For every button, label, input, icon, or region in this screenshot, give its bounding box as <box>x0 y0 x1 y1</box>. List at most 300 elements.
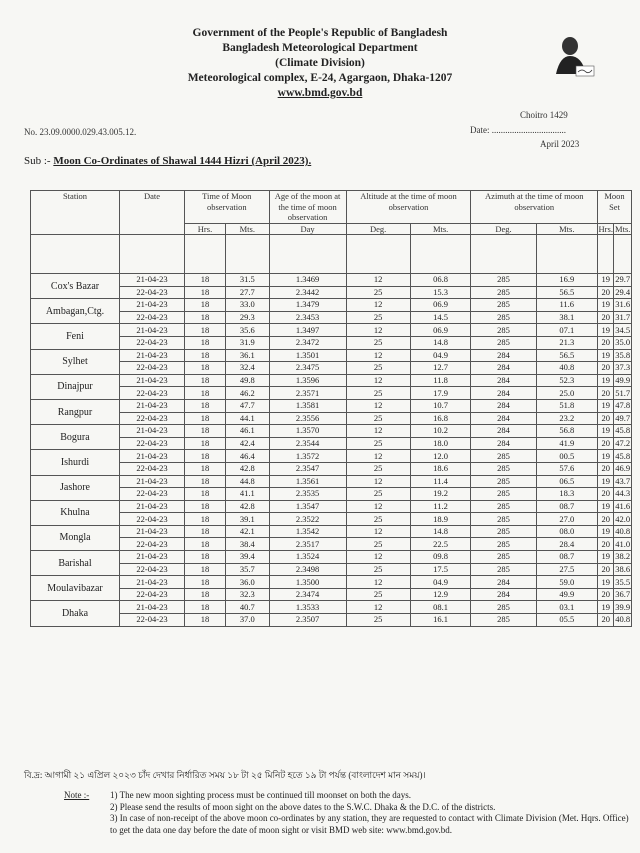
table-cell: 25 <box>346 336 410 349</box>
table-cell: 42.8 <box>226 500 270 513</box>
table-cell: 284 <box>471 374 536 387</box>
table-cell: 19 <box>598 274 614 287</box>
table-cell: 31.7 <box>615 312 631 323</box>
table-cell: 22-04-23 <box>120 437 185 450</box>
subject-prefix: Sub :- <box>24 155 51 167</box>
table-cell: 1.3501 <box>269 349 346 362</box>
table-cell: 1.3572 <box>269 450 346 463</box>
table-cell: 21-04-23 <box>120 299 185 312</box>
table-cell: 19 <box>598 324 614 337</box>
table-cell: 18 <box>185 437 226 450</box>
station-name: Feni <box>31 324 120 349</box>
station-name: Mongla <box>31 525 120 550</box>
table-cell: 12 <box>346 299 410 312</box>
table-cell: 25 <box>346 311 410 324</box>
table-cell: 03.1 <box>536 601 598 614</box>
table-row <box>31 425 632 438</box>
table-cell: 35.7 <box>226 563 270 576</box>
table-cell: 17.5 <box>410 563 471 576</box>
table-cell: 21-04-23 <box>120 525 185 538</box>
reference-number: No. 23.09.0000.029.43.005.12. <box>24 127 137 137</box>
table-cell: 285 <box>471 299 536 312</box>
table-cell: 04.9 <box>410 576 471 589</box>
table-row <box>31 576 632 589</box>
table-row <box>31 274 632 287</box>
table-cell: 284 <box>471 387 536 400</box>
table-row <box>31 387 632 400</box>
table-cell: 06.9 <box>410 324 471 337</box>
table-cell: 16.8 <box>410 412 471 425</box>
table-cell: 41.0 <box>615 538 631 549</box>
table-cell: 22-04-23 <box>120 286 185 299</box>
table-cell: 49.9 <box>615 375 631 386</box>
table-cell: 18 <box>185 324 226 337</box>
station-name: Jashore <box>31 475 120 500</box>
table-cell: 27.5 <box>536 563 598 576</box>
subject-line <box>24 155 311 167</box>
table-cell: 19.2 <box>410 488 471 501</box>
table-cell: 51.8 <box>536 399 598 412</box>
table-cell: 18 <box>185 311 226 324</box>
sub-deg: Deg. <box>346 223 410 235</box>
table-cell: 00.5 <box>536 450 598 463</box>
table-cell: 35.8 <box>615 349 631 360</box>
table-row <box>31 362 632 375</box>
table-cell: 42.4 <box>226 437 270 450</box>
table-cell: 18 <box>185 274 226 287</box>
table-cell: 1.3581 <box>269 399 346 412</box>
table-cell: 06.5 <box>536 475 598 488</box>
table-cell: 285 <box>471 286 536 299</box>
table-cell: 285 <box>471 525 536 538</box>
sub-mts: Mts. <box>536 223 598 235</box>
table-row <box>31 614 632 627</box>
table-cell: 56.5 <box>536 349 598 362</box>
table-cell: 18 <box>185 500 226 513</box>
table-cell: 25 <box>346 437 410 450</box>
table-cell: 285 <box>471 336 536 349</box>
table-cell: 285 <box>471 311 536 324</box>
table-cell: 19 <box>598 425 614 438</box>
table-cell: 42.1 <box>226 525 270 538</box>
table-cell: 27.7 <box>226 286 270 299</box>
station-name: Moulavibazar <box>31 576 120 601</box>
col-station: Station <box>31 191 120 235</box>
table-cell: 19 <box>598 374 614 387</box>
table-cell: 18 <box>185 576 226 589</box>
table-row <box>31 475 632 488</box>
table-cell: 285 <box>471 601 536 614</box>
table-cell: 19 <box>598 500 614 513</box>
col-azimuth: Azimuth at the time of moon observation <box>471 191 598 224</box>
table-cell: 11.4 <box>410 475 471 488</box>
table-cell: 35.5 <box>615 576 631 587</box>
date-label: Date: ................................. <box>470 125 566 135</box>
table-cell: 1.3596 <box>269 374 346 387</box>
table-cell: 14.8 <box>410 525 471 538</box>
table-cell: 18 <box>185 450 226 463</box>
table-cell: 21-04-23 <box>120 500 185 513</box>
table-cell: 22-04-23 <box>120 311 185 324</box>
table-row <box>31 538 632 551</box>
table-cell: 21-04-23 <box>120 349 185 362</box>
table-cell: 18 <box>185 399 226 412</box>
table-cell: 1.3542 <box>269 525 346 538</box>
table-cell: 18.6 <box>410 462 471 475</box>
table-cell: 44.8 <box>226 475 270 488</box>
table-cell: 2.3475 <box>269 362 346 375</box>
table-cell: 285 <box>471 513 536 526</box>
table-cell: 18.0 <box>410 437 471 450</box>
table-cell: 1.3547 <box>269 500 346 513</box>
table-cell: 38.6 <box>615 563 631 574</box>
table-cell: 59.0 <box>536 576 598 589</box>
table-cell: 22-04-23 <box>120 362 185 375</box>
table-cell: 285 <box>471 538 536 551</box>
table-cell: 285 <box>471 475 536 488</box>
table-cell: 25.0 <box>536 387 598 400</box>
table-cell: 06.8 <box>410 274 471 287</box>
table-cell: 2.3544 <box>269 437 346 450</box>
station-name: Cox's Bazar <box>31 274 120 299</box>
table-cell: 285 <box>471 614 536 627</box>
table-cell: 12.0 <box>410 450 471 463</box>
table-cell: 18 <box>185 387 226 400</box>
table-cell: 2.3507 <box>269 614 346 627</box>
table-cell: 12.7 <box>410 362 471 375</box>
table-cell: 36.1 <box>226 349 270 362</box>
note-label: Note :- <box>64 790 90 800</box>
table-cell: 22-04-23 <box>120 588 185 601</box>
table-cell: 45.8 <box>615 450 631 461</box>
table-cell: 22-04-23 <box>120 462 185 475</box>
table-cell: 19 <box>598 299 614 312</box>
table-cell: 284 <box>471 576 536 589</box>
table-cell: 12 <box>346 551 410 564</box>
table-cell: 39.4 <box>226 551 270 564</box>
table-cell: 20 <box>598 387 614 400</box>
table-cell: 20 <box>598 538 614 551</box>
table-cell: 22-04-23 <box>120 336 185 349</box>
table-cell: 29.4 <box>615 286 631 297</box>
table-cell: 22-04-23 <box>120 538 185 551</box>
table-cell: 36.7 <box>615 589 631 600</box>
table-cell: 18 <box>185 425 226 438</box>
table-cell: 19 <box>598 450 614 463</box>
table-cell: 22-04-23 <box>120 488 185 501</box>
table-cell: 07.1 <box>536 324 598 337</box>
table-row <box>31 399 632 412</box>
table-cell: 284 <box>471 399 536 412</box>
table-cell: 23.2 <box>536 412 598 425</box>
moon-coordinates-table <box>30 190 632 627</box>
table-cell: 12 <box>346 349 410 362</box>
table-cell: 47.2 <box>615 438 631 449</box>
table-cell: 12 <box>346 525 410 538</box>
table-cell: 25 <box>346 614 410 627</box>
table-cell: 1.3469 <box>269 274 346 287</box>
table-cell: 19 <box>598 399 614 412</box>
table-cell: 285 <box>471 274 536 287</box>
table-cell: 16.1 <box>410 614 471 627</box>
table-cell: 43.7 <box>615 475 631 486</box>
table-cell: 46.1 <box>226 425 270 438</box>
table-cell: 40.8 <box>615 614 631 625</box>
table-cell: 51.7 <box>615 387 631 398</box>
table-cell: 285 <box>471 551 536 564</box>
table-cell: 2.3472 <box>269 336 346 349</box>
table-cell: 284 <box>471 588 536 601</box>
table-row <box>31 513 632 526</box>
table-cell: 22-04-23 <box>120 412 185 425</box>
table-cell: 1.3561 <box>269 475 346 488</box>
letterhead <box>0 26 640 101</box>
note-item: 2) Please send the results of moon sight on the above dates to the S.W.C. Dhaka & the D.C. of the districts. <box>110 801 496 812</box>
table-cell: 18 <box>185 349 226 362</box>
table-cell: 25 <box>346 563 410 576</box>
table-cell: 1.3570 <box>269 425 346 438</box>
bangla-month: Choitro 1429 <box>520 110 568 120</box>
table-cell: 40.8 <box>536 362 598 375</box>
table-cell: 21-04-23 <box>120 551 185 564</box>
table-cell: 12 <box>346 274 410 287</box>
table-row <box>31 525 632 538</box>
table-cell: 21-04-23 <box>120 374 185 387</box>
table-cell: 18 <box>185 525 226 538</box>
table-cell: 42.8 <box>226 462 270 475</box>
table-cell: 22.5 <box>410 538 471 551</box>
table-cell: 12 <box>346 374 410 387</box>
station-name: Ambagan,Ctg. <box>31 299 120 324</box>
table-cell: 2.3535 <box>269 488 346 501</box>
table-cell: 11.2 <box>410 500 471 513</box>
table-cell: 16.9 <box>536 274 598 287</box>
table-cell: 56.8 <box>536 425 598 438</box>
table-cell: 28.4 <box>536 538 598 551</box>
table-row <box>31 437 632 450</box>
table-cell: 14.8 <box>410 336 471 349</box>
table-cell: 18 <box>185 412 226 425</box>
table-row <box>31 336 632 349</box>
table-row <box>31 551 632 564</box>
table-row <box>31 299 632 312</box>
sub-mts: Mts. <box>410 223 471 235</box>
table-cell: 20 <box>598 286 614 299</box>
table-cell: 2.3571 <box>269 387 346 400</box>
table-cell: 20 <box>598 488 614 501</box>
table-cell: 25 <box>346 538 410 551</box>
station-name: Khulna <box>31 500 120 525</box>
table-cell: 19 <box>598 475 614 488</box>
table-cell: 29.7 <box>615 274 631 285</box>
table-cell: 12 <box>346 475 410 488</box>
table-cell: 18 <box>185 462 226 475</box>
sub-deg: Deg. <box>471 223 536 235</box>
col-age: Age of the moon at the time of moon observation <box>269 191 346 224</box>
table-row <box>31 488 632 501</box>
table-cell: 36.0 <box>226 576 270 589</box>
date-value: April 2023 <box>540 139 580 149</box>
table-cell: 18.3 <box>536 488 598 501</box>
table-cell: 21-04-23 <box>120 324 185 337</box>
table-cell: 19 <box>598 601 614 614</box>
table-cell: 44.1 <box>226 412 270 425</box>
table-cell: 46.2 <box>226 387 270 400</box>
table-cell: 285 <box>471 563 536 576</box>
table-cell: 19 <box>598 349 614 362</box>
table-cell: 47.7 <box>226 399 270 412</box>
table-cell: 11.6 <box>536 299 598 312</box>
station-name: Barishal <box>31 551 120 576</box>
table-cell: 20 <box>598 311 614 324</box>
table-cell: 38.4 <box>226 538 270 551</box>
table-cell: 284 <box>471 412 536 425</box>
table-cell: 31.9 <box>226 336 270 349</box>
header-line-government: Government of the People's Republic of Bangladesh <box>192 27 448 39</box>
table-cell: 1.3524 <box>269 551 346 564</box>
table-row <box>31 324 632 337</box>
col-time: Time of Moon observation <box>185 191 270 224</box>
sub-mts: Mts. <box>615 223 631 234</box>
table-cell: 18 <box>185 362 226 375</box>
table-cell: 41.1 <box>226 488 270 501</box>
table-row <box>31 601 632 614</box>
header-line-division: (Climate Division) <box>275 57 365 69</box>
table-cell: 38.2 <box>615 551 631 562</box>
table-cell: 39.9 <box>615 601 631 612</box>
table-cell: 25 <box>346 286 410 299</box>
table-cell: 49.7 <box>615 412 631 423</box>
table-cell: 25 <box>346 387 410 400</box>
table-cell: 45.8 <box>615 425 631 436</box>
table-cell: 32.3 <box>226 588 270 601</box>
portrait-seal-icon <box>550 32 598 90</box>
table-cell: 25 <box>346 513 410 526</box>
station-name: Bogura <box>31 425 120 450</box>
table-cell: 18 <box>185 475 226 488</box>
table-cell: 25 <box>346 488 410 501</box>
sub-hrs: Hrs. <box>185 223 226 235</box>
header-website-link[interactable]: www.bmd.gov.bd <box>277 87 363 99</box>
table-row <box>31 349 632 362</box>
table-row <box>31 450 632 463</box>
table-cell: 46.9 <box>615 463 631 474</box>
table-cell: 285 <box>471 450 536 463</box>
table-cell: 18 <box>185 488 226 501</box>
table-cell: 18.9 <box>410 513 471 526</box>
sub-day: Day <box>269 223 346 235</box>
table-cell: 37.3 <box>615 362 631 373</box>
table-cell: 35.6 <box>226 324 270 337</box>
table-cell: 22-04-23 <box>120 563 185 576</box>
table-cell: 27.0 <box>536 513 598 526</box>
table-cell: 06.9 <box>410 299 471 312</box>
table-cell: 57.6 <box>536 462 598 475</box>
table-cell: 21-04-23 <box>120 274 185 287</box>
table-cell: 12 <box>346 576 410 589</box>
table-cell: 44.3 <box>615 488 631 499</box>
table-row <box>31 286 632 299</box>
station-name: Rangpur <box>31 399 120 424</box>
table-cell: 18 <box>185 614 226 627</box>
sub-hrs: Hrs. <box>598 223 613 234</box>
table-row <box>31 462 632 475</box>
table-cell: 21-04-23 <box>120 475 185 488</box>
table-cell: 20 <box>598 437 614 450</box>
table-cell: 2.3556 <box>269 412 346 425</box>
table-cell: 21-04-23 <box>120 601 185 614</box>
header-line-address: Meteorological complex, E-24, Agargaon, Dhaka-1207 <box>187 72 453 84</box>
table-cell: 15.3 <box>410 286 471 299</box>
table-cell: 21-04-23 <box>120 425 185 438</box>
table-cell: 18 <box>185 563 226 576</box>
table-cell: 22-04-23 <box>120 387 185 400</box>
table-cell: 284 <box>471 437 536 450</box>
table-cell: 46.4 <box>226 450 270 463</box>
station-name: Sylhet <box>31 349 120 374</box>
table-cell: 18 <box>185 551 226 564</box>
table-cell: 18 <box>185 286 226 299</box>
sub-mts: Mts. <box>226 223 270 235</box>
subject-text: Moon Co-Ordinates of Shawal 1444 Hizri (April 2023). <box>53 155 312 167</box>
table-cell: 18 <box>185 336 226 349</box>
table-cell: 19 <box>598 551 614 564</box>
table-cell: 2.3453 <box>269 311 346 324</box>
table-cell: 25 <box>346 588 410 601</box>
table-cell: 10.2 <box>410 425 471 438</box>
table-cell: 11.8 <box>410 374 471 387</box>
table-cell: 47.8 <box>615 400 631 411</box>
table-cell: 2.3498 <box>269 563 346 576</box>
table-cell: 05.5 <box>536 614 598 627</box>
table-cell: 31.5 <box>226 274 270 287</box>
table-cell: 21.3 <box>536 336 598 349</box>
table-cell: 2.3517 <box>269 538 346 551</box>
table-cell: 20 <box>598 462 614 475</box>
table-row <box>31 500 632 513</box>
table-cell: 19 <box>598 576 614 589</box>
table-row <box>31 374 632 387</box>
table-cell: 04.9 <box>410 349 471 362</box>
table-cell: 20 <box>598 614 614 627</box>
col-date: Date <box>120 191 185 235</box>
table-cell: 40.7 <box>226 601 270 614</box>
table-cell: 12 <box>346 425 410 438</box>
table-cell: 34.5 <box>615 324 631 335</box>
table-row <box>31 563 632 576</box>
table-cell: 33.0 <box>226 299 270 312</box>
table-cell: 12 <box>346 324 410 337</box>
table-cell: 2.3522 <box>269 513 346 526</box>
note-item: 1) The new moon sighting process must be continued till moonset on both the days. <box>110 790 412 800</box>
table-cell: 12 <box>346 399 410 412</box>
table-cell: 1.3497 <box>269 324 346 337</box>
table-cell: 39.1 <box>226 513 270 526</box>
station-name: Dinajpur <box>31 374 120 399</box>
table-row <box>31 412 632 425</box>
table-cell: 08.7 <box>536 551 598 564</box>
table-cell: 1.3500 <box>269 576 346 589</box>
note-item: 3) In case of non-receipt of the above moon co-ordinates by any station, they are requested to contact with Climate Division (Met. Hqrs. Office) to get the data one day before the date of moon sight or visit BMD web site: www.bmd.gov.bd. <box>110 813 629 835</box>
table-cell: 12 <box>346 601 410 614</box>
table-cell: 285 <box>471 324 536 337</box>
table-cell: 284 <box>471 362 536 375</box>
table-cell: 18 <box>185 374 226 387</box>
table-cell: 18 <box>185 538 226 551</box>
bangla-note: বি.দ্র: আগামী ২১ এপ্রিল ২০২৩ চাঁদ দেখার নির্ধারিত সময় ১৮ টা ২৫ মিনিট হতে ১৯ টা পর্যন্ত (বাংলাদেশ মান সময়)। <box>24 770 426 780</box>
table-cell: 21-04-23 <box>120 576 185 589</box>
table-cell: 09.8 <box>410 551 471 564</box>
